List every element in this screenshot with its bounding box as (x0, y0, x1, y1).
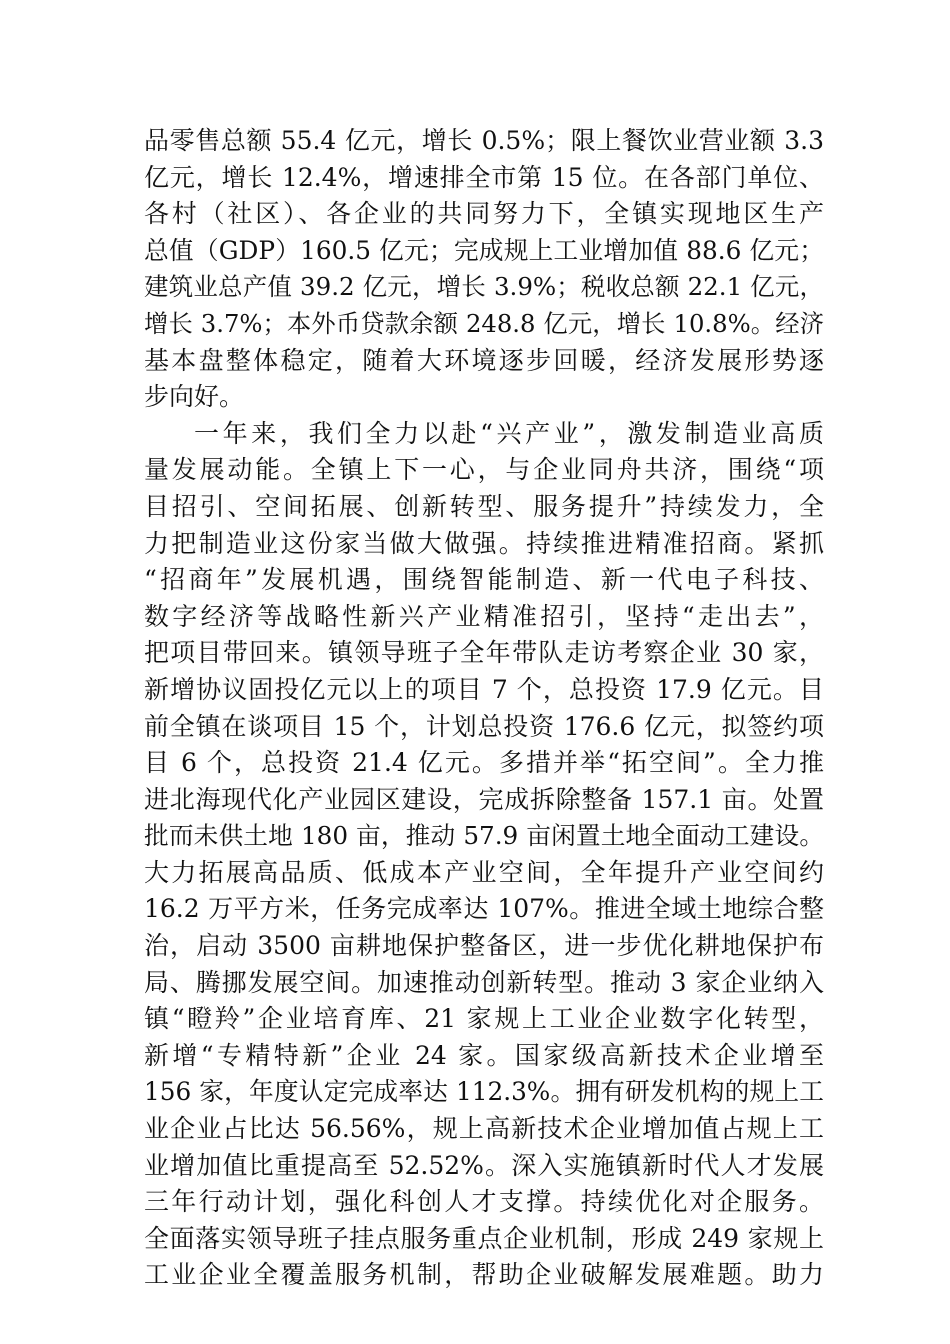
text-line: 批而未供土地 180 亩，推动 57.9 亩闲置土地全面动工建设。 (144, 821, 824, 851)
text-line: 基本盘整体稳定，随着大环境逐步回暖，经济发展形势逐 (144, 345, 824, 375)
text-line: 建筑业总产值 39.2 亿元，增长 3.9%；税收总额 22.1 亿元， (144, 272, 824, 302)
paragraph-economy-summary (144, 123, 824, 416)
paragraph-industry (144, 416, 824, 1294)
text-line: 大力拓展高品质、低成本产业空间，全年提升产业空间约 (144, 857, 824, 887)
text-line: “招商年”发展机遇，围绕智能制造、新一代电子科技、 (144, 565, 824, 595)
text-line: 三年行动计划，强化科创人才支撑。持续优化对企服务。 (144, 1187, 824, 1217)
body-text (144, 123, 824, 1294)
text-line: 治，启动 3500 亩耕地保护整备区，进一步优化耕地保护布 (144, 931, 824, 961)
text-line: 局、腾挪发展空间。加速推动创新转型。推动 3 家企业纳入 (144, 967, 824, 997)
text-line: 业增加值比重提高至 52.52%。深入实施镇新时代人才发展 (144, 1150, 824, 1180)
text-line: 新增“专精特新”企业 24 家。国家级高新技术企业增至 (144, 1040, 824, 1070)
text-line: 工业企业全覆盖服务机制，帮助企业破解发展难题。助力 (144, 1260, 824, 1290)
text-line: 步向好。 (144, 382, 245, 412)
text-line: 量发展动能。全镇上下一心，与企业同舟共济，围绕“项 (144, 455, 824, 485)
text-line: 总值（GDP）160.5 亿元；完成规上工业增加值 88.6 亿元； (144, 235, 824, 265)
text-line: 力把制造业这份家当做大做强。持续推进精准招商。紧抓 (144, 528, 824, 558)
text-line: 前全镇在谈项目 15 个，计划总投资 176.6 亿元，拟签约项 (144, 711, 824, 741)
text-line: 16.2 万平方米，任务完成率达 107%。推进全域土地综合整 (144, 894, 824, 924)
text-line: 156 家，年度认定完成率达 112.3%。拥有研发机构的规上工 (144, 1077, 824, 1107)
text-line: 全面落实领导班子挂点服务重点企业机制，形成 249 家规上 (144, 1223, 824, 1253)
text-line: 目招引、空间拓展、创新转型、服务提升”持续发力，全 (144, 491, 824, 521)
text-line: 亿元，增长 12.4%，增速排全市第 15 位。在各部门单位、 (144, 162, 824, 192)
text-line: 镇“瞪羚”企业培育库、21 家规上工业企业数字化转型， (144, 1004, 824, 1034)
text-line: 增长 3.7%；本外币贷款余额 248.8 亿元，增长 10.8%。经济 (144, 308, 824, 338)
text-line: 品零售总额 55.4 亿元，增长 0.5%；限上餐饮业营业额 3.3 (144, 126, 824, 155)
text-line: 业企业占比达 56.56%，规上高新技术企业增加值占规上工 (144, 1114, 824, 1144)
text-line: 目 6 个，总投资 21.4 亿元。多措并举“拓空间”。全力推 (144, 748, 824, 778)
text-line: 进北海现代化产业园区建设，完成拆除整备 157.1 亩。处置 (144, 784, 824, 814)
text-line: 各村（社区）、各企业的共同努力下，全镇实现地区生产 (144, 199, 824, 229)
text-line: 一年来，我们全力以赴“兴产业”，激发制造业高质 (194, 418, 824, 448)
text-line: 数字经济等战略性新兴产业精准招引，坚持“走出去”， (144, 601, 824, 631)
text-line: 新增协议固投亿元以上的项目 7 个，总投资 17.9 亿元。目 (144, 674, 824, 704)
text-line: 把项目带回来。镇领导班子全年带队走访考察企业 30 家， (144, 638, 824, 668)
